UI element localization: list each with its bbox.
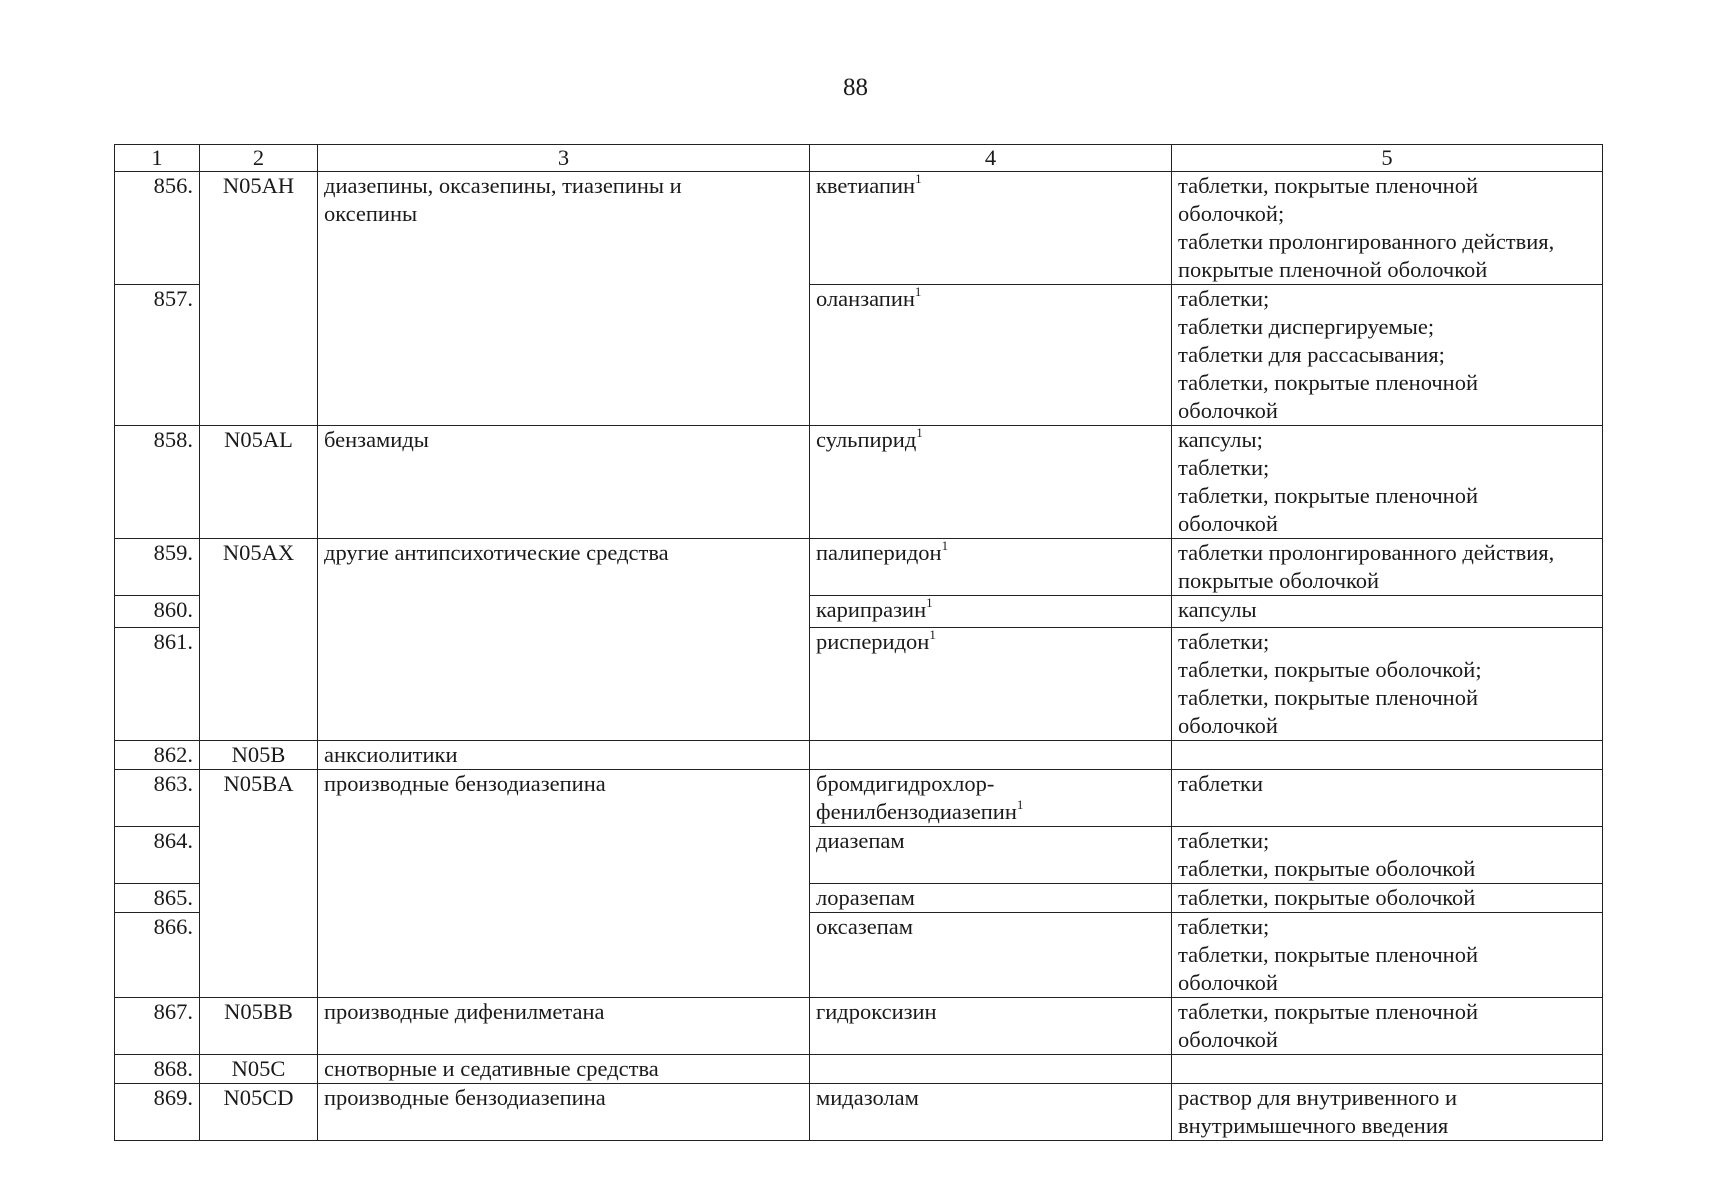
cell-text: карипразин <box>816 597 927 622</box>
row-number: 868. <box>115 1055 200 1084</box>
dosage-forms <box>1172 741 1603 770</box>
cell-line <box>324 770 803 798</box>
cell-line <box>1178 454 1596 482</box>
cell-text: лоразепам <box>816 885 915 910</box>
group-name <box>318 998 810 1055</box>
footnote-marker: 1 <box>926 594 933 610</box>
cell-text: таблетки, покрытые пленочной <box>1178 942 1479 967</box>
dosage-forms <box>1172 172 1603 285</box>
group-name <box>318 426 810 539</box>
drug-name <box>810 596 1172 628</box>
cell-text: таблетки, покрытые пленочной <box>1178 173 1479 198</box>
table-row <box>115 426 1603 539</box>
row-number: 862. <box>115 741 200 770</box>
row-number: 865. <box>115 884 200 913</box>
cell-line <box>324 998 803 1026</box>
drug-name <box>810 913 1172 998</box>
table-row <box>115 539 1603 596</box>
drug-name <box>810 628 1172 741</box>
cell-line <box>816 285 1165 313</box>
dosage-forms <box>1172 628 1603 741</box>
footnote-marker: 1 <box>914 283 922 299</box>
table-row <box>115 998 1603 1055</box>
cell-text: оболочкой <box>1178 970 1278 995</box>
cell-line <box>324 741 803 769</box>
cell-text: производные дифенилметана <box>324 999 605 1024</box>
dosage-forms <box>1172 539 1603 596</box>
cell-line <box>816 539 1165 567</box>
cell-text: бензамиды <box>324 427 429 452</box>
cell-text: рисперидон <box>816 629 930 654</box>
group-name <box>318 172 810 426</box>
cell-line <box>1178 827 1596 855</box>
footnote-marker: 1 <box>1016 796 1024 812</box>
table-row <box>115 172 1603 285</box>
table-row <box>115 1055 1603 1084</box>
cell-line <box>1178 172 1596 200</box>
cell-line <box>1178 628 1596 656</box>
row-number: 867. <box>115 998 200 1055</box>
group-name <box>318 770 810 998</box>
cell-line <box>816 172 1165 200</box>
cell-line <box>816 884 1165 912</box>
cell-text: диазепам <box>816 828 905 853</box>
cell-line <box>1178 712 1596 740</box>
cell-text: диазепины, оксазепины, тиазепины и <box>324 173 682 198</box>
cell-line <box>324 1055 803 1083</box>
cell-text: таблетки для рассасывания; <box>1178 342 1445 367</box>
footnote-marker: 1 <box>915 170 922 186</box>
cell-text: таблетки; <box>1178 286 1270 311</box>
atc-code: N05AH <box>200 172 318 426</box>
cell-line <box>1178 913 1596 941</box>
cell-line <box>1178 397 1596 425</box>
row-number: 869. <box>115 1084 200 1141</box>
atc-code: N05AL <box>200 426 318 539</box>
cell-text: производные бензодиазепина <box>324 771 606 796</box>
cell-text: таблетки пролонгированного действия, <box>1178 540 1555 565</box>
cell-text: капсулы <box>1178 597 1257 622</box>
row-number: 857. <box>115 285 200 426</box>
cell-text: покрытые оболочкой <box>1178 568 1380 593</box>
cell-line <box>1178 1026 1596 1054</box>
cell-text: таблетки, покрытые оболочкой <box>1178 856 1476 881</box>
cell-text: оксазепам <box>816 914 914 939</box>
medication-table <box>114 144 1603 1141</box>
cell-text: таблетки; <box>1178 629 1270 654</box>
cell-text: снотворные и седативные средства <box>324 1056 659 1081</box>
footnote-marker: 1 <box>941 537 949 553</box>
cell-line <box>324 172 803 200</box>
drug-name <box>810 285 1172 426</box>
drug-name <box>810 741 1172 770</box>
atc-code: N05B <box>200 741 318 770</box>
dosage-forms <box>1172 285 1603 426</box>
cell-line <box>816 998 1165 1026</box>
drug-name <box>810 884 1172 913</box>
table-row <box>115 770 1603 827</box>
row-number: 863. <box>115 770 200 827</box>
cell-text: кветиапин <box>816 173 916 198</box>
drug-name <box>810 998 1172 1055</box>
page-number: 88 <box>843 74 868 101</box>
cell-text: покрытые пленочной оболочкой <box>1178 257 1488 282</box>
group-name <box>318 741 810 770</box>
column-header: 5 <box>1172 145 1603 172</box>
group-name <box>318 1055 810 1084</box>
cell-line <box>324 426 803 454</box>
cell-text: мидазолам <box>816 1085 919 1110</box>
drug-name <box>810 172 1172 285</box>
cell-text: сульпирид <box>816 427 917 452</box>
cell-line <box>1178 482 1596 510</box>
cell-text: таблетки, покрытые оболочкой; <box>1178 657 1482 682</box>
cell-text: другие антипсихотические средства <box>324 540 669 565</box>
cell-text: производные бензодиазепина <box>324 1085 606 1110</box>
cell-text: таблетки; <box>1178 828 1270 853</box>
dosage-forms <box>1172 827 1603 884</box>
footnote-marker: 1 <box>929 626 936 642</box>
cell-text: таблетки, покрытые оболочкой <box>1178 885 1476 910</box>
dosage-forms <box>1172 884 1603 913</box>
dosage-forms <box>1172 426 1603 539</box>
atc-code: N05AX <box>200 539 318 741</box>
cell-line <box>1178 941 1596 969</box>
cell-text: таблетки, покрытые пленочной <box>1178 370 1479 395</box>
dosage-forms <box>1172 1055 1603 1084</box>
cell-text: бромдигидрохлор- <box>816 771 995 796</box>
cell-line <box>324 200 803 228</box>
cell-line <box>1178 596 1596 624</box>
row-number: 859. <box>115 539 200 596</box>
dosage-forms <box>1172 596 1603 628</box>
cell-line <box>816 770 1165 798</box>
cell-text: таблетки; <box>1178 914 1270 939</box>
drug-name <box>810 770 1172 827</box>
cell-line <box>1178 228 1596 256</box>
cell-text: фенилбензодиазепин <box>816 799 1017 824</box>
atc-code: N05BA <box>200 770 318 998</box>
cell-text: анксиолитики <box>324 742 458 767</box>
cell-text: таблетки, покрытые пленочной <box>1178 999 1479 1024</box>
cell-line <box>1178 539 1596 567</box>
cell-line <box>324 1084 803 1112</box>
cell-text: таблетки; <box>1178 455 1270 480</box>
dosage-forms <box>1172 1084 1603 1141</box>
drug-name <box>810 539 1172 596</box>
cell-text: оланзапин <box>816 286 915 311</box>
cell-text: таблетки <box>1178 771 1264 796</box>
drug-name <box>810 827 1172 884</box>
cell-line <box>816 1084 1165 1112</box>
drug-name <box>810 426 1172 539</box>
cell-line <box>1178 510 1596 538</box>
cell-line <box>1178 884 1596 912</box>
cell-line <box>816 913 1165 941</box>
cell-line <box>1178 684 1596 712</box>
cell-text: капсулы; <box>1178 427 1263 452</box>
cell-line <box>1178 855 1596 883</box>
cell-line <box>1178 341 1596 369</box>
cell-line <box>1178 313 1596 341</box>
column-header: 2 <box>200 145 318 172</box>
cell-line <box>1178 256 1596 284</box>
column-header: 4 <box>810 145 1172 172</box>
drug-name <box>810 1084 1172 1141</box>
cell-text: гидроксизин <box>816 999 937 1024</box>
footnote-marker: 1 <box>916 424 923 440</box>
cell-line <box>816 827 1165 855</box>
row-number: 866. <box>115 913 200 998</box>
header-row <box>115 145 1603 172</box>
cell-line <box>1178 656 1596 684</box>
cell-line <box>1178 426 1596 454</box>
cell-text: таблетки пролонгированного действия, <box>1178 229 1555 254</box>
group-name <box>318 1084 810 1141</box>
cell-text: оболочкой <box>1178 511 1278 536</box>
cell-line <box>1178 1112 1596 1140</box>
cell-text: оболочкой <box>1178 398 1278 423</box>
row-number: 864. <box>115 827 200 884</box>
cell-line <box>816 426 1165 454</box>
column-header: 3 <box>318 145 810 172</box>
column-header: 1 <box>115 145 200 172</box>
row-number: 861. <box>115 628 200 741</box>
drug-name <box>810 1055 1172 1084</box>
cell-line <box>1178 567 1596 595</box>
cell-text: оболочкой; <box>1178 201 1285 226</box>
cell-line <box>1178 369 1596 397</box>
cell-text: таблетки диспергируемые; <box>1178 314 1435 339</box>
cell-text: оболочкой <box>1178 1027 1278 1052</box>
atc-code: N05CD <box>200 1084 318 1141</box>
row-number: 860. <box>115 596 200 628</box>
cell-line <box>1178 1084 1596 1112</box>
cell-line <box>1178 969 1596 997</box>
cell-text: оксепины <box>324 201 418 226</box>
cell-line <box>1178 998 1596 1026</box>
cell-line <box>1178 770 1596 798</box>
table-row <box>115 741 1603 770</box>
atc-code: N05BB <box>200 998 318 1055</box>
group-name <box>318 539 810 741</box>
cell-line <box>816 596 1165 624</box>
dosage-forms <box>1172 770 1603 827</box>
cell-text: внутримышечного введения <box>1178 1113 1449 1138</box>
table-row <box>115 1084 1603 1141</box>
cell-line <box>816 798 1165 826</box>
cell-text: оболочкой <box>1178 713 1278 738</box>
cell-text: палиперидон <box>816 540 942 565</box>
row-number: 856. <box>115 172 200 285</box>
cell-line <box>324 539 803 567</box>
atc-code: N05C <box>200 1055 318 1084</box>
dosage-forms <box>1172 913 1603 998</box>
cell-line <box>816 628 1165 656</box>
row-number: 858. <box>115 426 200 539</box>
cell-text: раствор для внутривенного и <box>1178 1085 1458 1110</box>
cell-line <box>1178 200 1596 228</box>
cell-line <box>1178 285 1596 313</box>
cell-text: таблетки, покрытые пленочной <box>1178 483 1479 508</box>
table-body <box>115 172 1603 1141</box>
dosage-forms <box>1172 998 1603 1055</box>
cell-text: таблетки, покрытые пленочной <box>1178 685 1479 710</box>
